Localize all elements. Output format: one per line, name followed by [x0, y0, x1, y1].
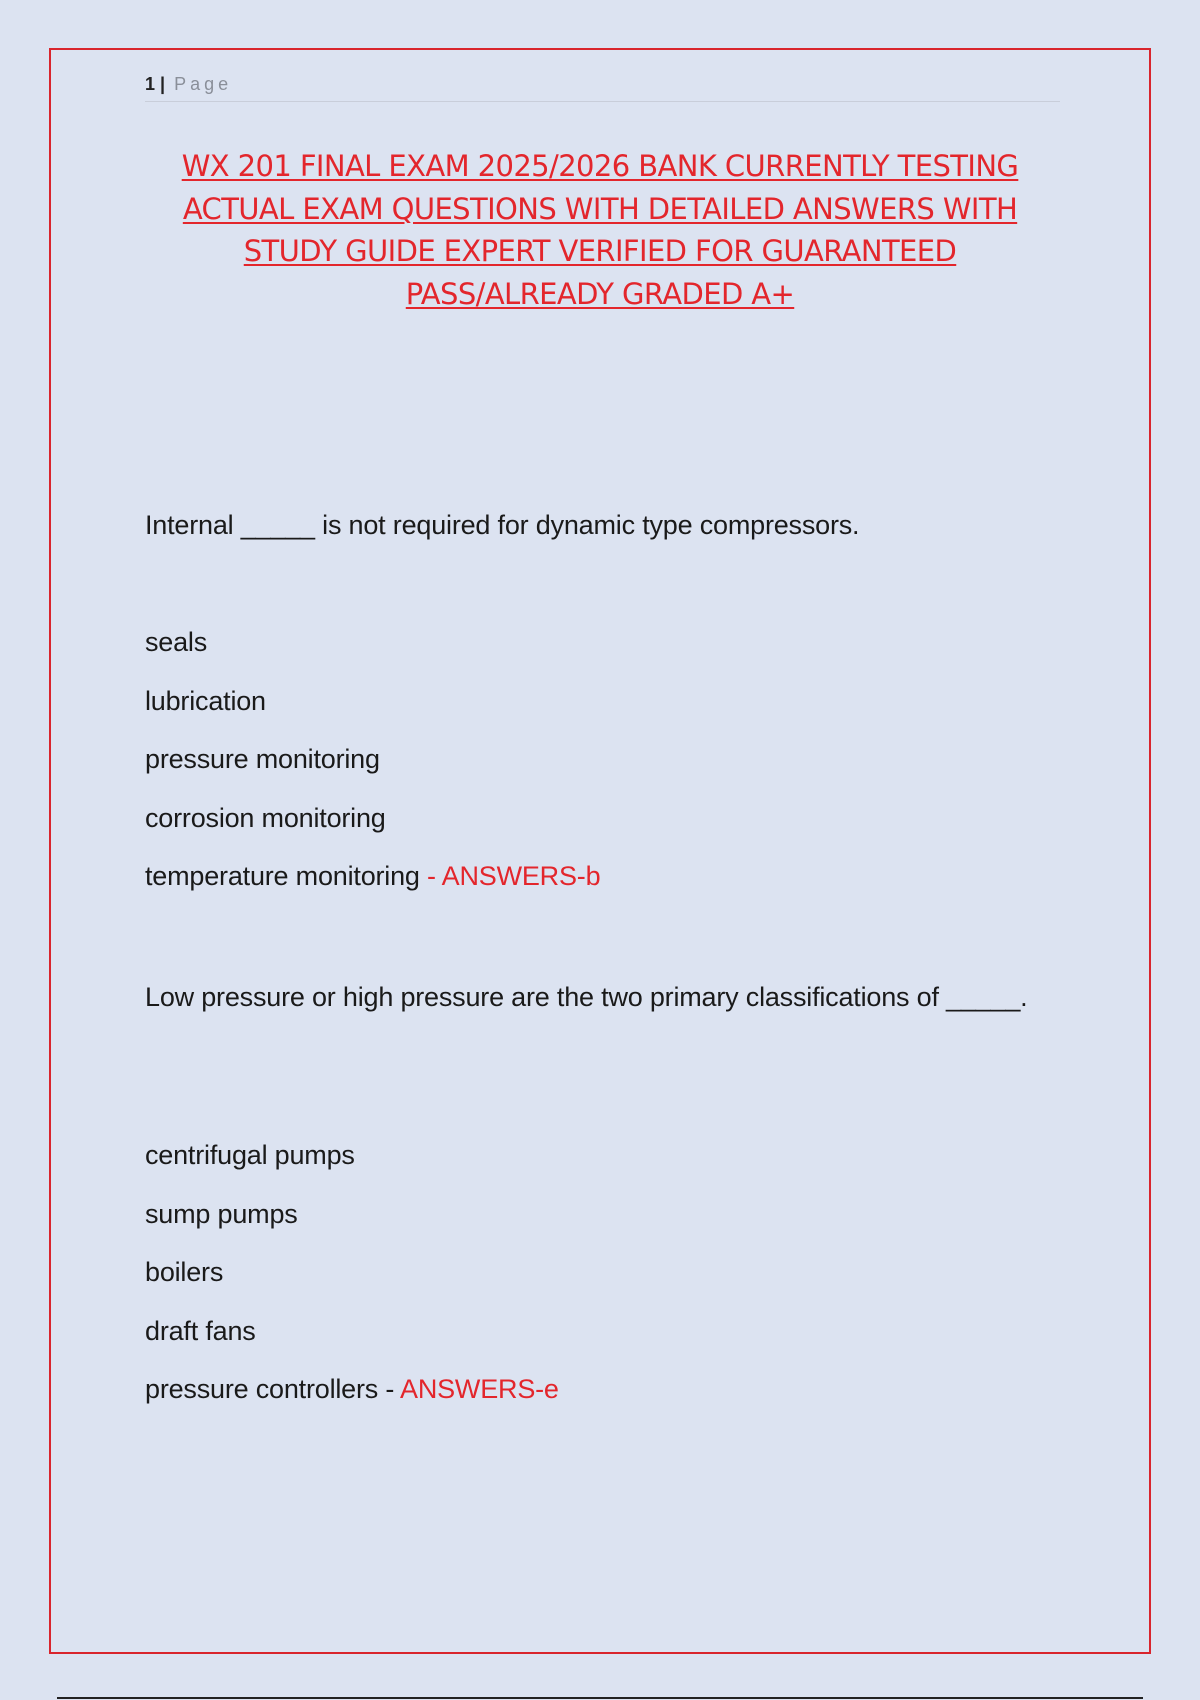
question-2-option-e [145, 1371, 559, 1407]
question-1-option-e [145, 858, 600, 894]
question-2-answer: ANSWERS-e [400, 1374, 559, 1404]
question-1-option-d: corrosion monitoring [145, 803, 386, 833]
question-2-option-c: boilers [145, 1257, 224, 1287]
question-2-text: Low pressure or high pressure are the two primary classifications of _____. [145, 982, 1028, 1012]
question-2-option-d: draft fans [145, 1316, 256, 1346]
question-2-answer-prefix: - [378, 1374, 401, 1404]
page-separator: | [160, 74, 166, 94]
document-title: WX 201 FINAL EXAM 2025/2026 BANK CURRENTLY TESTING ACTUAL EXAM QUESTIONS WITH DETAILED ANSWERS WITH STUDY GUIDE EXPERT VERIFIED FOR GUARANTEED PASS/ALREADY GRADED A+ [181, 149, 1019, 311]
question-1-answer: ANSWERS-b [441, 861, 601, 891]
question-1-answer-prefix: - [419, 861, 442, 891]
page-number: 1 [145, 74, 156, 94]
footer-rule [57, 1697, 1143, 1699]
question-1-option-a: seals [145, 627, 208, 657]
question-2-option-e-label: pressure controllers [145, 1374, 379, 1404]
question-2-option-b: sump pumps [145, 1199, 298, 1229]
question-1-option-b: lubrication [145, 686, 266, 716]
question-1-option-c: pressure monitoring [145, 744, 380, 774]
question-1-option-e-label: temperature monitoring [145, 861, 420, 891]
page-header [145, 70, 1060, 102]
question-1-text: Internal _____ is not required for dynamic type compressors. [145, 510, 860, 540]
page-label: Page [174, 74, 233, 94]
question-2-option-a: centrifugal pumps [145, 1140, 355, 1170]
